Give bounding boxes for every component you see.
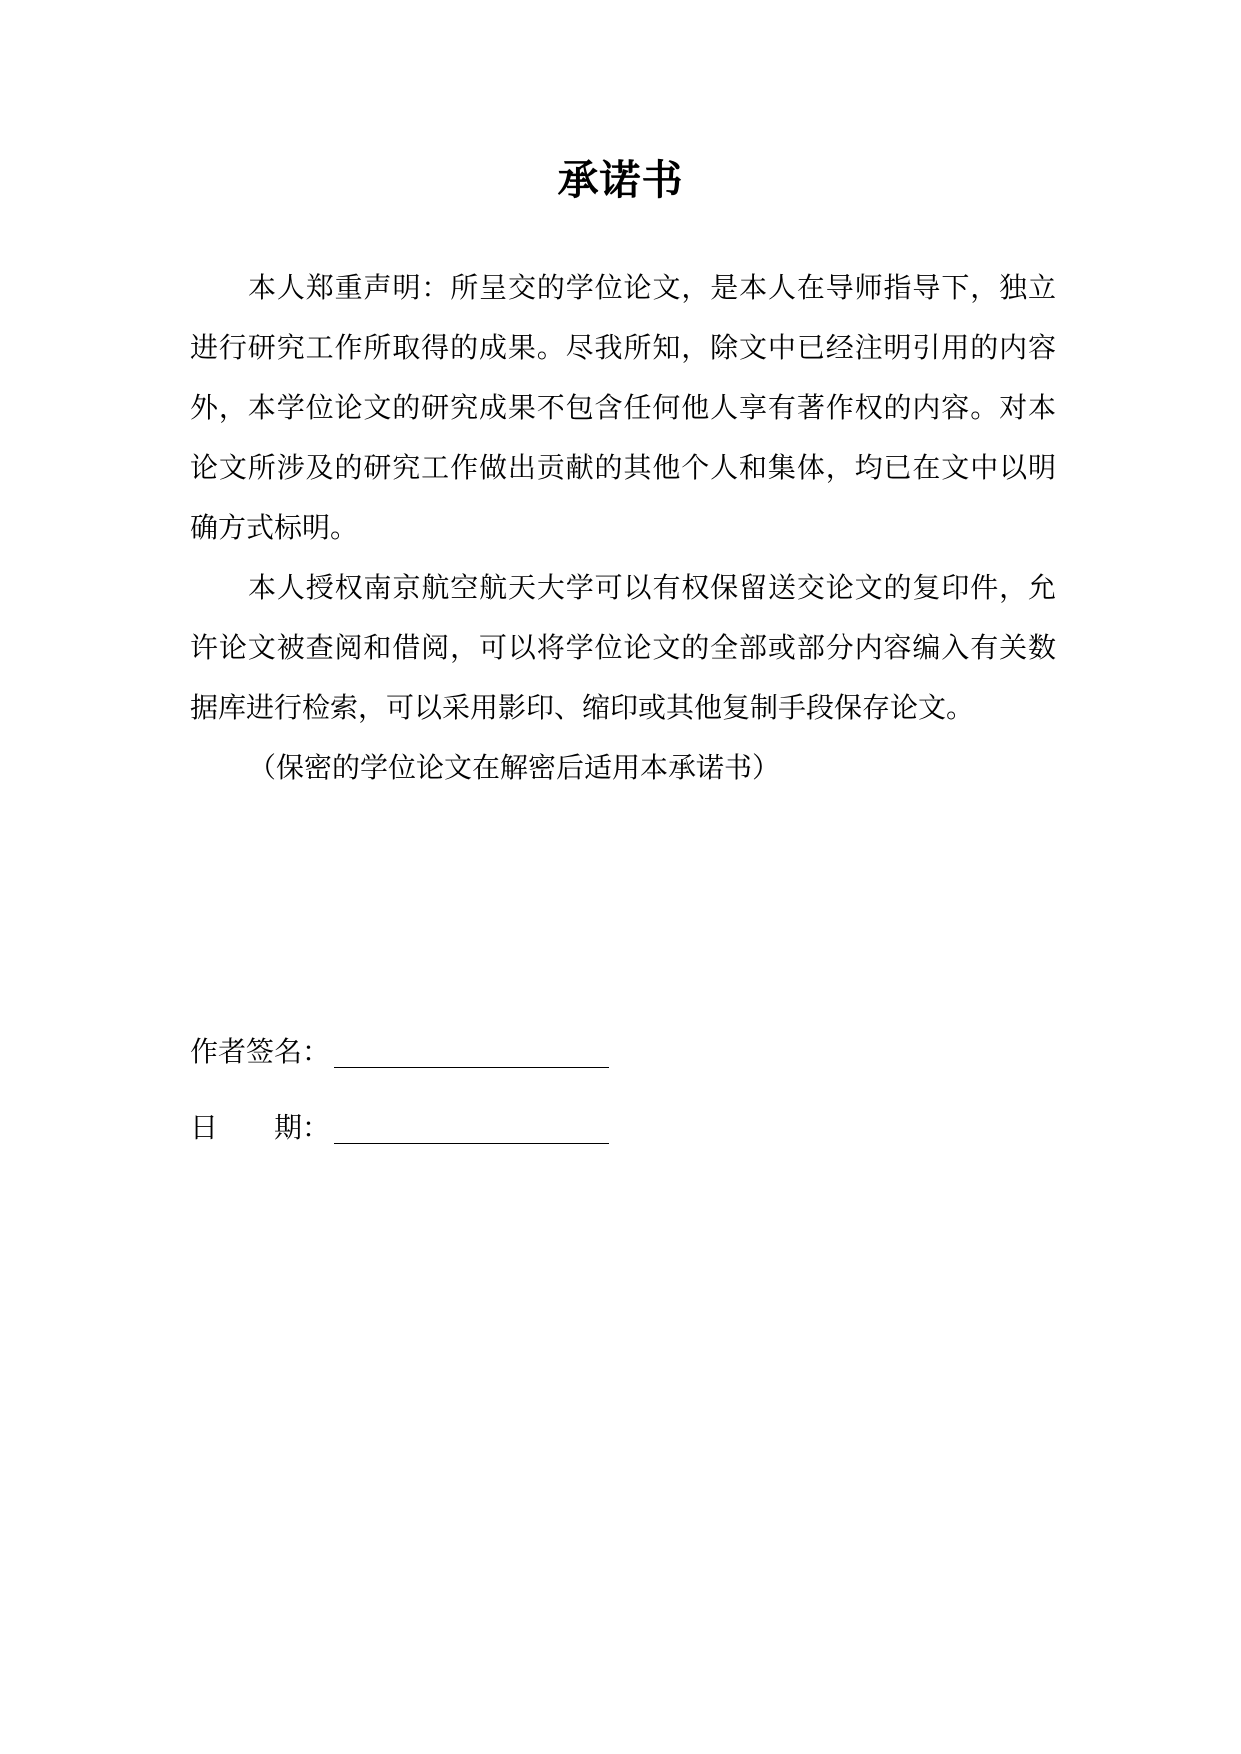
confidentiality-note: （保密的学位论文在解密后适用本承诺书） [248,751,781,784]
author-signature-row [190,1030,609,1074]
document-body [190,258,1056,798]
date-label: 日 期： [190,1111,331,1144]
author-signature-line[interactable] [334,1033,609,1068]
author-signature-label: 作者签名： [190,1035,331,1068]
authorization-paragraph: 本人授权南京航空航天大学可以有权保留送交论文的复印件，允许论文被查阅和借阅，可以将学位论文的全部或部分内容编入有关数据库进行检索，可以采用影印、缩印或其他复制手段保存论文。 [190,571,1056,724]
document-title: 承诺书 [557,156,684,204]
date-row [190,1106,609,1150]
date-line[interactable] [334,1109,609,1144]
declaration-paragraph: 本人郑重声明：所呈交的学位论文，是本人在导师指导下，独立进行研究工作所取得的成果。尽我所知，除文中已经注明引用的内容外，本学位论文的研究成果不包含任何他人享有著作权的内容。对本论文所涉及的研究工作做出贡献的其他个人和集体，均已在文中以明确方式标明。 [190,271,1056,544]
